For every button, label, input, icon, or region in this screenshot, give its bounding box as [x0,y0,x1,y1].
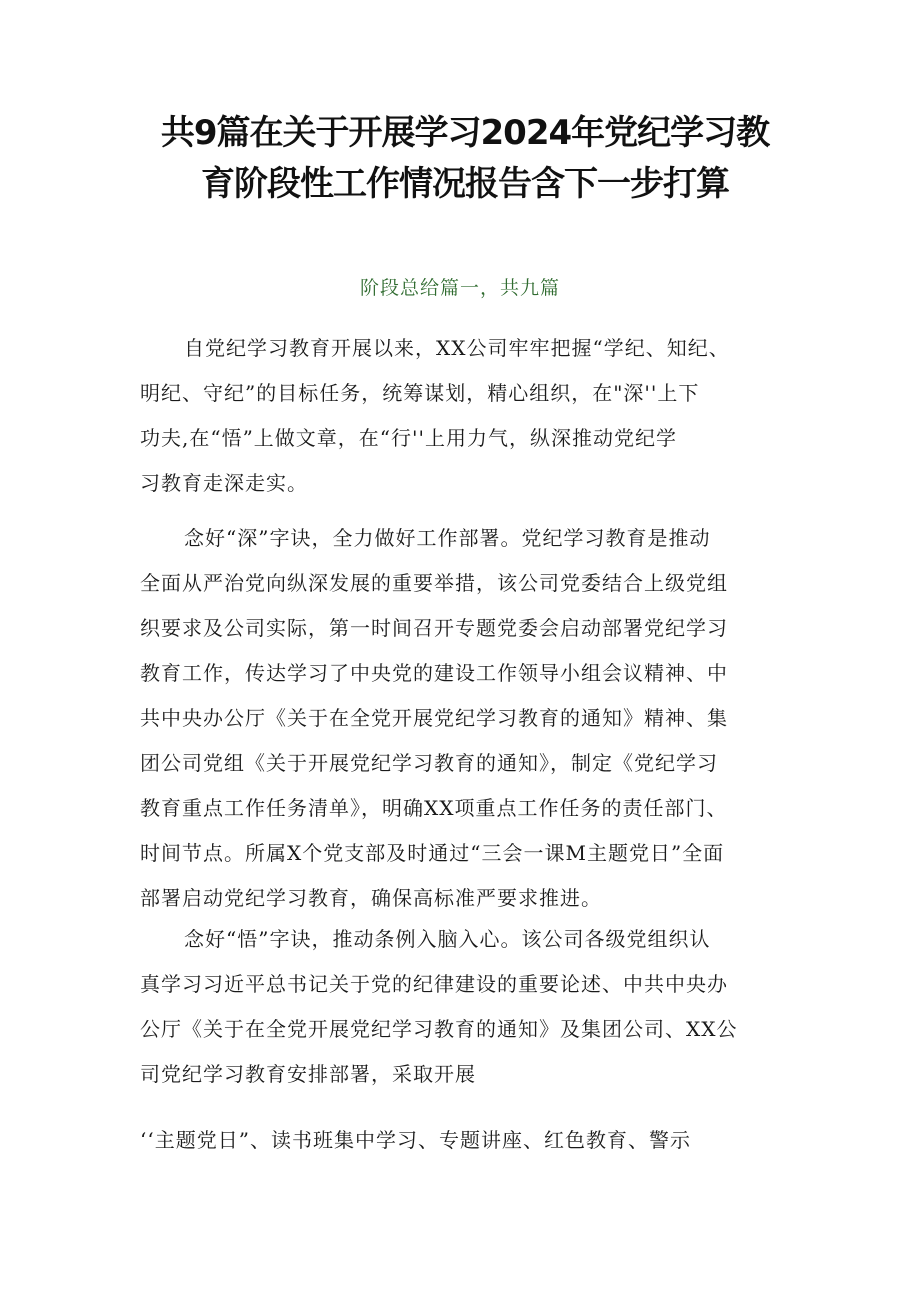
text-line: 时间节点。所属X个党支部及时通过“三会一课M主题党日”全面 [140,841,725,865]
text-line: 念好“悟”字诀，推动条例入脑入心。该公司各级党组织认 [184,927,711,951]
text-line: 公厅《关于在全党开展党纪学习教育的通知》及集团公司、XX公 [140,1017,738,1041]
text-line: ‘‘主题党日”、读书班集中学习、专题讲座、红色教育、警示 [140,1128,691,1152]
text-line: 部署启动党纪学习教育，确保高标准严要求推进。 [140,886,602,910]
text-line: 织要求及公司实际，第一时间召开专题党委会启动部署党纪学习 [140,616,728,640]
text-line: 全面从严治党向纵深发展的重要举措，该公司党委结合上级党组 [140,571,728,595]
title-line: 共9篇在关于开展学习2024年党纪学习教 [160,113,770,153]
text-line: 功夫,在“悟”上做文章，在“行''上用力气，纵深推动党纪学 [140,426,678,450]
section-subtitle: 阶段总给篇一，共九篇 [359,277,560,299]
document-title [150,108,780,210]
paragraph [140,326,800,506]
text-line: 教育工作，传达学习了中央党的建设工作领导小组会议精神、中 [140,661,728,685]
paragraph [140,917,800,1097]
paragraph [140,1118,800,1163]
text-line: 司党纪学习教育安排部署，采取开展 [140,1062,476,1086]
title-line: 育阶段性工作情况报告含下一步打算 [201,164,729,204]
text-line: 团公司党组《关于开展党纪学习教育的通知》，制定《党纪学习 [140,751,718,775]
text-line: 教育重点工作任务清单》，明确XX项重点工作任务的责任部门、 [140,796,728,820]
text-line: 习教育走深走实。 [140,471,308,495]
text-line: 自党纪学习教育开展以来，XX公司牢牢把握“学纪、知纪、 [184,336,730,360]
text-line: 明纪、守纪”的目标任务，统筹谋划，精心组织，在"深''上下 [140,381,700,405]
text-line: 念好“深”字诀，全力做好工作部署。党纪学习教育是推动 [184,526,711,550]
paragraph [140,516,800,921]
text-line: 共中央办公厅《关于在全党开展党纪学习教育的通知》精神、集 [140,706,728,730]
text-line: 真学习习近平总书记关于党的纪律建设的重要论述、中共中央办 [140,972,728,996]
